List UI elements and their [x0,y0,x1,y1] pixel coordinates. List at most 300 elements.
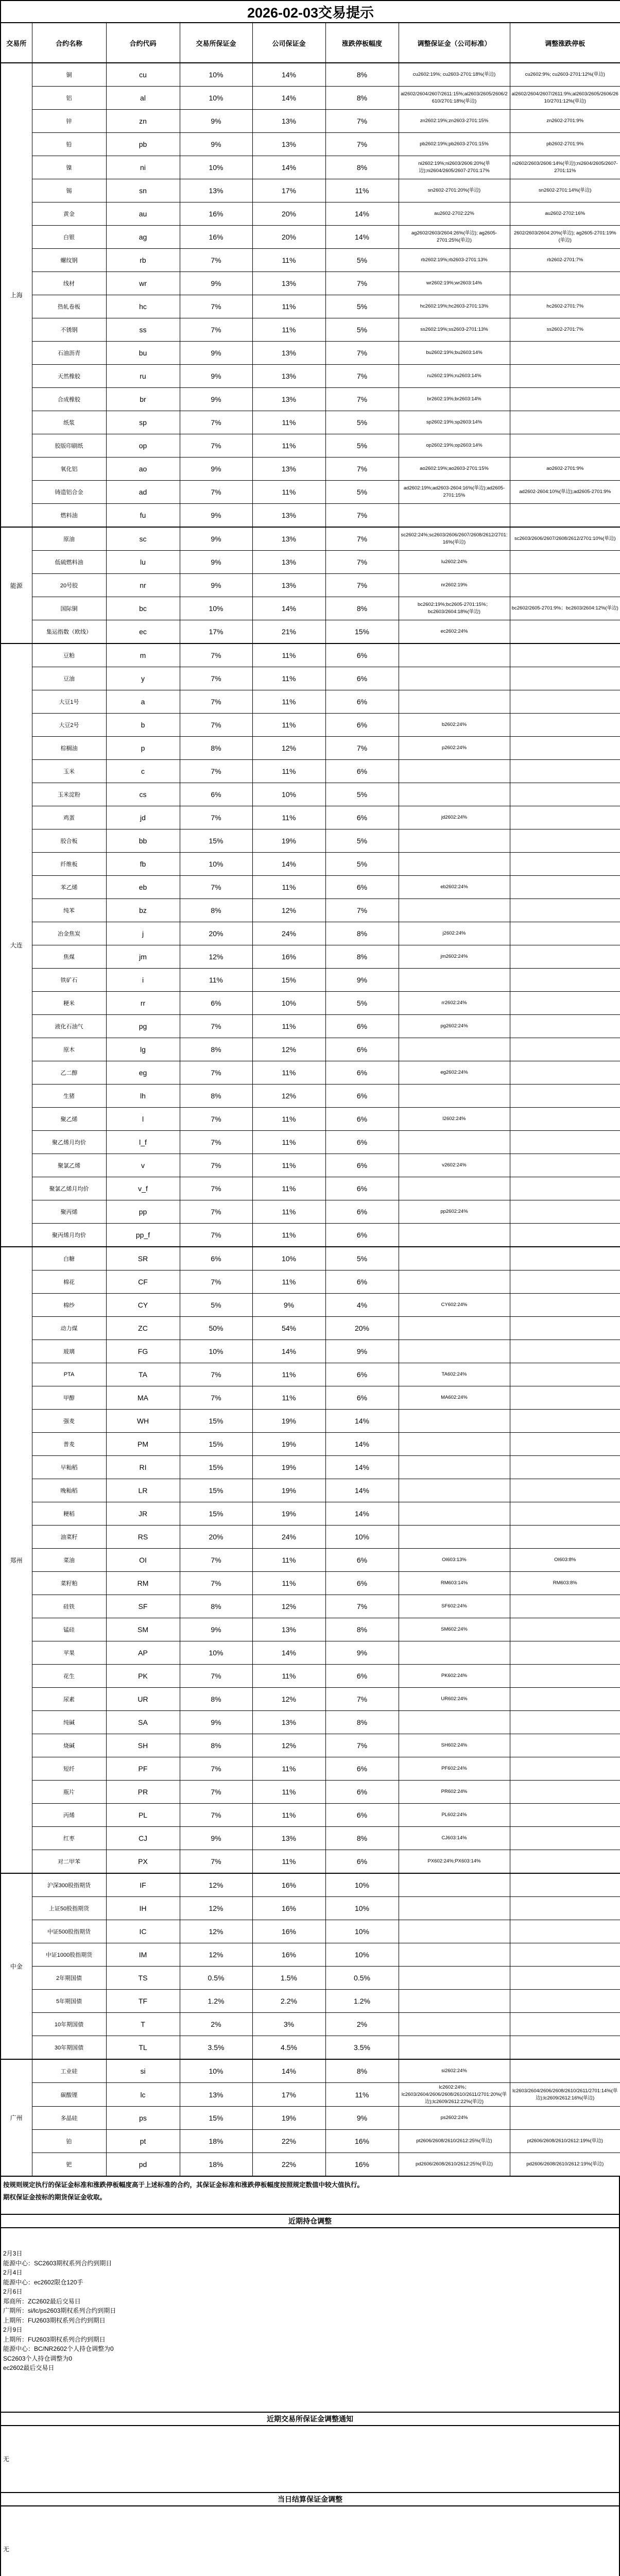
adjusted-limit-cell [510,1804,620,1827]
exchange-margin-cell: 13% [180,2083,252,2107]
section-title: 当日结算保证金调整 [0,2492,620,2506]
exchange-margin-cell: 16% [180,202,252,226]
exchange-cell: 郑州 [1,1247,32,1873]
contract-name-cell: 沪深300股指期货 [32,1873,106,1897]
adjusted-margin-cell: jd2602:24% [399,806,510,829]
company-margin-cell: 13% [252,1827,325,1850]
exchange-margin-cell: 15% [180,1456,252,1479]
contract-code-cell: lu [106,551,180,574]
adjusted-limit-cell: pt2606/2608/2610/2612:19%(单边) [510,2130,620,2153]
price-limit-cell: 14% [325,1410,399,1433]
col-header-price-limit: 涨跌停板幅度 [325,23,399,63]
company-margin-cell: 19% [252,1456,325,1479]
adjusted-margin-cell: eb2602:24% [399,876,510,899]
adjusted-margin-cell: sp2602:19%;sp2603:14% [399,411,510,434]
exchange-margin-cell: 7% [180,1154,252,1177]
contract-name-cell: 白银 [32,226,106,249]
table-row [1,63,620,87]
adjusted-limit-cell [510,1038,620,1061]
contract-name-cell: 铂 [32,2130,106,2153]
contract-code-cell: bz [106,899,180,922]
exchange-margin-cell: 13% [180,179,252,202]
price-limit-cell: 14% [325,202,399,226]
contract-code-cell: p [106,737,180,760]
price-limit-cell: 6% [325,1108,399,1131]
table-row [1,504,620,528]
exchange-margin-cell: 9% [180,504,252,528]
contract-name-cell: 苯乙烯 [32,876,106,899]
contract-code-cell: TL [106,2036,180,2060]
company-margin-cell: 12% [252,1595,325,1618]
company-margin-cell: 11% [252,1224,325,1247]
table-row [1,1572,620,1595]
company-margin-cell: 16% [252,945,325,969]
company-margin-cell: 10% [252,1247,325,1270]
exchange-margin-cell: 7% [180,1270,252,1294]
table-row [1,342,620,365]
contract-name-cell: 聚乙烯 [32,1108,106,1131]
contract-name-cell: 多晶硅 [32,2107,106,2130]
adjusted-margin-cell [399,1084,510,1108]
table-row [1,527,620,551]
company-margin-cell: 20% [252,226,325,249]
adjusted-limit-cell [510,1224,620,1247]
adjusted-margin-cell: cu2602:19%; cu2603-2701:18%(单边) [399,63,510,87]
adjusted-limit-cell [510,574,620,597]
price-limit-cell: 5% [325,783,399,806]
contract-code-cell: y [106,667,180,690]
contract-name-cell: 胶版印刷纸 [32,434,106,457]
company-margin-cell: 14% [252,87,325,110]
table-row [1,295,620,318]
company-margin-cell: 11% [252,411,325,434]
exchange-margin-cell: 8% [180,1688,252,1711]
section-line: SC2603个人持仓调整为0 [3,2354,73,2362]
exchange-margin-cell: 9% [180,527,252,551]
company-margin-cell: 13% [252,1711,325,1734]
adjusted-margin-cell: OI603:13% [399,1549,510,1572]
adjusted-margin-cell: SH602:24% [399,1734,510,1757]
adjusted-margin-cell: CJ603:14% [399,1827,510,1850]
contract-name-cell: 对二甲苯 [32,1850,106,1874]
price-limit-cell: 6% [325,1177,399,1200]
footnote-line: 按规则规定执行的保证金标准和涨跌停板幅度高于上述标准的合约，其保证金标准和涨跌停板幅度按照规定数值中较大值执行。 [3,2181,364,2189]
table-row [1,1734,620,1757]
adjusted-margin-cell: bu2602:19%;bu2603:14% [399,342,510,365]
price-limit-cell: 6% [325,1200,399,1224]
exchange-margin-cell: 9% [180,1827,252,1850]
table-row [1,760,620,783]
table-row [1,1688,620,1711]
contract-code-cell: rb [106,249,180,272]
price-limit-cell: 6% [325,1386,399,1410]
table-row [1,1827,620,1850]
exchange-margin-cell: 7% [180,1015,252,1038]
adjusted-margin-cell: RM603:14% [399,1572,510,1595]
exchange-margin-cell: 3.5% [180,2036,252,2060]
contract-name-cell: 红枣 [32,1827,106,1850]
company-margin-cell: 20% [252,202,325,226]
adjusted-margin-cell: eg2602:24% [399,1061,510,1084]
contract-name-cell: 上证50股指期货 [32,1897,106,1920]
section-title: 近期交易所保证金调整通知 [0,2412,620,2426]
adjusted-margin-cell: PL602:24% [399,1804,510,1827]
table-row [1,1526,620,1549]
exchange-margin-cell: 6% [180,783,252,806]
contract-code-cell: jm [106,945,180,969]
table-row [1,1757,620,1781]
contract-name-cell: 中证500股指期货 [32,1920,106,1943]
contract-code-cell: PL [106,1804,180,1827]
adjusted-limit-cell [510,714,620,737]
price-limit-cell: 6% [325,876,399,899]
contract-code-cell: SA [106,1711,180,1734]
contract-code-cell: sn [106,179,180,202]
company-margin-cell: 11% [252,1804,325,1827]
company-margin-cell: 13% [252,365,325,388]
contract-code-cell: ao [106,457,180,481]
company-margin-cell: 11% [252,643,325,667]
price-limit-cell: 8% [325,1827,399,1850]
adjusted-margin-cell: CY602:24% [399,1294,510,1317]
company-margin-cell: 24% [252,922,325,945]
company-margin-cell: 13% [252,504,325,528]
header-row [1,23,620,63]
contract-code-cell: TF [106,1990,180,2013]
price-limit-cell: 8% [325,922,399,945]
contract-name-cell: 甲醇 [32,1386,106,1410]
company-margin-cell: 12% [252,899,325,922]
contract-code-cell: ZC [106,1317,180,1340]
price-limit-cell: 6% [325,1850,399,1874]
company-margin-cell: 22% [252,2130,325,2153]
footnote-line: 期权保证金按标的期货保证金收取。 [3,2194,107,2201]
contract-code-cell: ad [106,481,180,504]
contract-name-cell: 晚籼稻 [32,1479,106,1502]
adjusted-margin-cell [399,1131,510,1154]
contract-code-cell: au [106,202,180,226]
price-limit-cell: 10% [325,1873,399,1897]
company-margin-cell: 1.5% [252,1967,325,1990]
adjusted-margin-cell [399,969,510,992]
contract-code-cell: IF [106,1873,180,1897]
table-row [1,1549,620,1572]
contract-code-cell: PF [106,1757,180,1781]
contract-name-cell: 锰硅 [32,1618,106,1641]
adjusted-limit-cell [510,829,620,853]
contract-code-cell: br [106,388,180,411]
adjusted-limit-cell [510,1665,620,1688]
exchange-margin-cell: 7% [180,1386,252,1410]
price-limit-cell: 6% [325,1015,399,1038]
exchange-cell: 大连 [1,643,32,1247]
adjusted-limit-cell [510,1317,620,1340]
adjusted-margin-cell: jm2602:24% [399,945,510,969]
contract-code-cell: pp_f [106,1224,180,1247]
adjusted-margin-cell: nr2602:19% [399,574,510,597]
table-row [1,1294,620,1317]
contract-name-cell: 锌 [32,110,106,133]
col-header-contract-name: 合约名称 [32,23,106,63]
adjusted-margin-cell [399,690,510,714]
price-limit-cell: 10% [325,1920,399,1943]
adjusted-limit-cell [510,1618,620,1641]
table-row [1,1920,620,1943]
exchange-margin-cell: 7% [180,1200,252,1224]
company-margin-cell: 14% [252,63,325,87]
contract-code-cell: zn [106,110,180,133]
company-margin-cell: 3% [252,2013,325,2036]
contract-name-cell: 玻璃 [32,1340,106,1363]
adjusted-margin-cell: bc2602:19%;bc2605-2701:15%；bc2603/2604:18%(单边) [399,597,510,620]
col-header-exchange: 交易所 [1,23,32,63]
exchange-margin-cell: 7% [180,667,252,690]
price-limit-cell: 0.5% [325,1967,399,1990]
contract-name-cell: 乙二醇 [32,1061,106,1084]
contract-code-cell: l_f [106,1131,180,1154]
exchange-margin-cell: 9% [180,574,252,597]
adjusted-margin-cell [399,1317,510,1340]
contract-name-cell: 粳米 [32,992,106,1015]
adjusted-limit-cell [510,922,620,945]
contract-code-cell: v [106,1154,180,1177]
contract-code-cell: AP [106,1641,180,1665]
company-margin-cell: 14% [252,156,325,179]
price-limit-cell: 7% [325,365,399,388]
exchange-margin-cell: 6% [180,1247,252,1270]
table-row [1,1410,620,1433]
exchange-margin-cell: 9% [180,110,252,133]
contract-name-cell: 花生 [32,1665,106,1688]
contract-name-cell: 中证1000股指期货 [32,1943,106,1967]
table-row [1,899,620,922]
company-margin-cell: 12% [252,1688,325,1711]
contract-name-cell: 天然橡胶 [32,365,106,388]
price-limit-cell: 5% [325,992,399,1015]
adjusted-limit-cell [510,1108,620,1131]
company-margin-cell: 24% [252,1526,325,1549]
contract-code-cell: T [106,2013,180,2036]
exchange-margin-cell: 10% [180,63,252,87]
adjusted-margin-cell: ss2602:19%;ss2603-2701:13% [399,318,510,342]
adjusted-limit-cell [510,2107,620,2130]
contract-name-cell: 棉花 [32,1270,106,1294]
adjusted-limit-cell [510,667,620,690]
company-margin-cell: 17% [252,2083,325,2107]
price-limit-cell: 7% [325,110,399,133]
price-limit-cell: 5% [325,318,399,342]
contract-code-cell: pg [106,1015,180,1038]
adjusted-limit-cell [510,411,620,434]
contract-name-cell: 聚丙烯 [32,1200,106,1224]
exchange-margin-cell: 9% [180,388,252,411]
contract-name-cell: 镍 [32,156,106,179]
table-row [1,226,620,249]
company-margin-cell: 11% [252,1015,325,1038]
adjusted-limit-cell [510,1247,620,1270]
adjusted-limit-cell [510,1897,620,1920]
exchange-margin-cell: 8% [180,1734,252,1757]
contract-code-cell: si [106,2059,180,2083]
exchange-margin-cell: 8% [180,1084,252,1108]
contract-code-cell: PR [106,1781,180,1804]
contract-code-cell: LR [106,1479,180,1502]
adjusted-limit-cell [510,1734,620,1757]
contract-name-cell: 棕榈油 [32,737,106,760]
contract-code-cell: CF [106,1270,180,1294]
adjusted-margin-cell [399,1897,510,1920]
adjusted-margin-cell: j2602:24% [399,922,510,945]
section-line: 能源中心：BC/NR2602个人持仓调整为0 [3,2345,114,2353]
adjusted-limit-cell [510,1200,620,1224]
adjusted-limit-cell [510,1410,620,1433]
table-row [1,1990,620,2013]
table-row [1,2153,620,2177]
exchange-margin-cell: 7% [180,318,252,342]
adjusted-limit-cell [510,1270,620,1294]
exchange-margin-cell: 15% [180,1502,252,1526]
contract-name-cell: 胶合板 [32,829,106,853]
adjusted-limit-cell [510,1943,620,1967]
contract-name-cell: 棉纱 [32,1294,106,1317]
price-limit-cell: 10% [325,1897,399,1920]
table-row [1,1247,620,1270]
table-row [1,2107,620,2130]
contract-code-cell: i [106,969,180,992]
contract-code-cell: MA [106,1386,180,1410]
table-row [1,992,620,1015]
price-limit-cell: 7% [325,504,399,528]
contract-code-cell: SF [106,1595,180,1618]
exchange-margin-cell: 8% [180,1595,252,1618]
adjusted-limit-cell [510,1990,620,2013]
exchange-margin-cell: 7% [180,1108,252,1131]
adjusted-limit-cell [510,1526,620,1549]
contract-code-cell: IH [106,1897,180,1920]
adjusted-margin-cell [399,1502,510,1526]
table-row [1,1131,620,1154]
contract-name-cell: 豆粕 [32,643,106,667]
exchange-margin-cell: 7% [180,690,252,714]
exchange-margin-cell: 7% [180,249,252,272]
contract-code-cell: RM [106,1572,180,1595]
company-margin-cell: 19% [252,1410,325,1433]
adjusted-limit-cell: al2602/2604/2607/2611:9%;al2603/2605/2606/2610/2701:12%(单边) [510,87,620,110]
price-limit-cell: 4% [325,1294,399,1317]
company-margin-cell: 11% [252,434,325,457]
contract-name-cell: 焦煤 [32,945,106,969]
price-limit-cell: 7% [325,574,399,597]
section-content [0,2228,620,2412]
adjusted-margin-cell: PF602:24% [399,1757,510,1781]
exchange-margin-cell: 7% [180,1131,252,1154]
adjusted-limit-cell [510,365,620,388]
title-row [1,1,620,23]
contract-code-cell: pd [106,2153,180,2177]
price-limit-cell: 5% [325,1247,399,1270]
contract-code-cell: TA [106,1363,180,1386]
adjusted-margin-cell [399,1340,510,1363]
adjusted-limit-cell [510,1920,620,1943]
company-margin-cell: 2.2% [252,1990,325,2013]
adjusted-margin-cell: rb2602:19%;rb2603-2701:13% [399,249,510,272]
contract-name-cell: 线材 [32,272,106,295]
contract-name-cell: 菜油 [32,1549,106,1572]
adjusted-limit-cell [510,1433,620,1456]
table-row [1,1618,620,1641]
contract-code-cell: ss [106,318,180,342]
company-margin-cell: 14% [252,2059,325,2083]
exchange-margin-cell: 7% [180,411,252,434]
contract-name-cell: 苹果 [32,1641,106,1665]
section-line: 2月9日 [3,2326,23,2334]
adjusted-limit-cell [510,690,620,714]
adjusted-limit-cell [510,1456,620,1479]
exchange-margin-cell: 7% [180,806,252,829]
adjusted-limit-cell [510,1015,620,1038]
company-margin-cell: 11% [252,1363,325,1386]
adjusted-margin-cell: ao2602:19%;ao2603-2701:15% [399,457,510,481]
exchange-margin-cell: 7% [180,1177,252,1200]
contract-code-cell: l [106,1108,180,1131]
adjusted-limit-cell [510,783,620,806]
contract-code-cell: ni [106,156,180,179]
adjusted-margin-cell [399,2036,510,2060]
price-limit-cell: 8% [325,945,399,969]
adjusted-limit-cell [510,1340,620,1363]
adjusted-limit-cell [510,1386,620,1410]
adjusted-margin-cell: pt2606/2608/2610/2612:25%(单边) [399,2130,510,2153]
adjusted-margin-cell [399,1224,510,1247]
adjusted-limit-cell: ss2602-2701:7% [510,318,620,342]
adjusted-limit-cell: 2602/2603/2604:20%(单边); ag2605-2701:19%(单边) [510,226,620,249]
table-row [1,667,620,690]
price-limit-cell: 7% [325,272,399,295]
company-margin-cell: 19% [252,2107,325,2130]
exchange-margin-cell: 9% [180,457,252,481]
contract-name-cell: 液化石油气 [32,1015,106,1038]
price-limit-cell: 9% [325,969,399,992]
adjusted-limit-cell [510,1827,620,1850]
company-margin-cell: 11% [252,1572,325,1595]
price-limit-cell: 7% [325,1734,399,1757]
contract-name-cell: 生猪 [32,1084,106,1108]
price-limit-cell: 6% [325,667,399,690]
section-line: 能源中心：ec2602限仓120手 [3,2278,83,2286]
adjusted-limit-cell [510,1967,620,1990]
table-row [1,202,620,226]
company-margin-cell: 11% [252,318,325,342]
adjusted-limit-cell [510,2013,620,2036]
adjusted-margin-cell [399,853,510,876]
price-limit-cell: 8% [325,1711,399,1734]
contract-code-cell: ps [106,2107,180,2130]
price-limit-cell: 16% [325,2153,399,2177]
company-margin-cell: 11% [252,667,325,690]
exchange-margin-cell: 20% [180,922,252,945]
contract-name-cell: 钯 [32,2153,106,2177]
adjusted-margin-cell [399,1526,510,1549]
table-row [1,1943,620,1967]
exchange-margin-cell: 12% [180,1920,252,1943]
table-row [1,574,620,597]
adjusted-margin-cell: SF602:24% [399,1595,510,1618]
contract-code-cell: pp [106,1200,180,1224]
contract-code-cell: rr [106,992,180,1015]
contract-code-cell: WH [106,1410,180,1433]
price-limit-cell: 6% [325,1270,399,1294]
exchange-margin-cell: 9% [180,133,252,156]
